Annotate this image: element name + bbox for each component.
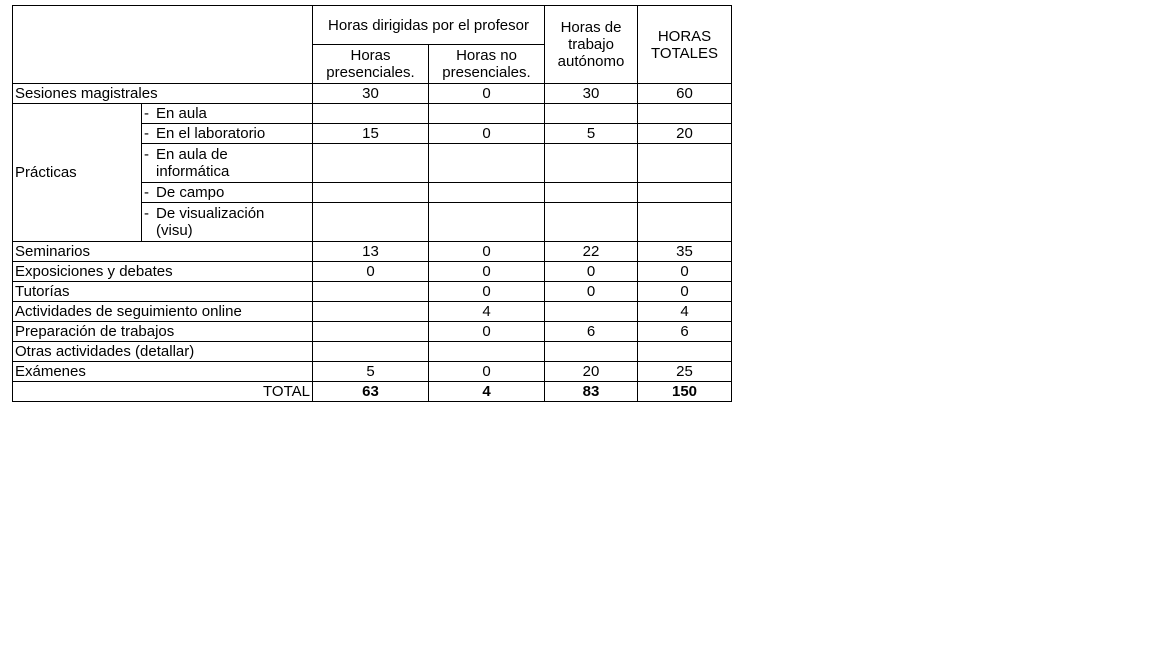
total-row — [13, 382, 732, 402]
cell-totales: 35 — [638, 242, 732, 262]
cell-no-presenciales: 4 — [429, 302, 545, 322]
sublabel-text: En aula — [156, 105, 207, 122]
cell-autonomo — [545, 144, 638, 183]
cell-no-presenciales: 0 — [429, 282, 545, 302]
table-row — [13, 362, 732, 382]
cell-no-presenciales: 0 — [429, 84, 545, 104]
cell-no-presenciales: 0 — [429, 124, 545, 144]
cell-autonomo: 0 — [545, 282, 638, 302]
row-sublabel — [142, 104, 313, 124]
cell-totales: 20 — [638, 124, 732, 144]
dash-marker: - — [144, 184, 149, 201]
cell-totales — [638, 144, 732, 183]
cell-totales — [638, 342, 732, 362]
cell-no-presenciales: 0 — [429, 262, 545, 282]
cell-totales: 0 — [638, 262, 732, 282]
cell-autonomo: 30 — [545, 84, 638, 104]
total-totales: 150 — [638, 382, 732, 402]
row-label: Actividades de seguimiento online — [13, 302, 313, 322]
cell-autonomo — [545, 342, 638, 362]
sublabel-text: De visualización (visu) — [156, 205, 265, 239]
cell-no-presenciales: 0 — [429, 362, 545, 382]
cell-autonomo — [545, 203, 638, 242]
row-sublabel — [142, 124, 313, 144]
sublabel-text: De campo — [156, 184, 225, 201]
row-label: Exámenes — [13, 362, 313, 382]
table-row — [13, 104, 732, 124]
row-label: Otras actividades (detallar) — [13, 342, 313, 362]
header-corner-cell — [13, 6, 313, 84]
total-no-presenciales: 4 — [429, 382, 545, 402]
table-row — [13, 342, 732, 362]
row-label: Tutorías — [13, 282, 313, 302]
cell-totales: 0 — [638, 282, 732, 302]
cell-autonomo — [545, 104, 638, 124]
header-group-cell: Horas dirigidas por el profesor — [313, 6, 545, 45]
cell-presenciales — [313, 104, 429, 124]
dash-marker: - — [144, 105, 149, 122]
cell-totales — [638, 203, 732, 242]
row-sublabel — [142, 144, 313, 183]
cell-no-presenciales: 0 — [429, 242, 545, 262]
header-autonomo-cell: Horas de trabajo autónomo — [545, 6, 638, 84]
cell-presenciales: 5 — [313, 362, 429, 382]
total-autonomo: 83 — [545, 382, 638, 402]
cell-autonomo: 5 — [545, 124, 638, 144]
table-row — [13, 282, 732, 302]
row-label: Exposiciones y debates — [13, 262, 313, 282]
dash-marker: - — [144, 146, 149, 163]
cell-no-presenciales — [429, 104, 545, 124]
cell-totales — [638, 104, 732, 124]
cell-no-presenciales — [429, 203, 545, 242]
cell-autonomo: 6 — [545, 322, 638, 342]
cell-presenciales — [313, 144, 429, 183]
header-no-presenciales-cell: Horas no presenciales. — [429, 45, 545, 84]
table-row — [13, 84, 732, 104]
cell-presenciales — [313, 322, 429, 342]
cell-autonomo — [545, 183, 638, 203]
table-row — [13, 302, 732, 322]
row-label: Preparación de trabajos — [13, 322, 313, 342]
cell-presenciales — [313, 342, 429, 362]
cell-no-presenciales — [429, 342, 545, 362]
row-sublabel — [142, 183, 313, 203]
row-label: Sesiones magistrales — [13, 84, 313, 104]
cell-autonomo: 0 — [545, 262, 638, 282]
dash-marker: - — [144, 125, 149, 142]
cell-autonomo — [545, 302, 638, 322]
dash-marker: - — [144, 205, 149, 222]
cell-totales: 60 — [638, 84, 732, 104]
hours-table — [12, 5, 732, 402]
cell-presenciales — [313, 302, 429, 322]
header-presenciales-cell: Horas presenciales. — [313, 45, 429, 84]
cell-autonomo: 20 — [545, 362, 638, 382]
practicas-label: Prácticas — [13, 104, 142, 242]
table-row — [13, 262, 732, 282]
row-sublabel — [142, 203, 313, 242]
cell-autonomo: 22 — [545, 242, 638, 262]
table-row — [13, 242, 732, 262]
cell-presenciales: 30 — [313, 84, 429, 104]
cell-presenciales — [313, 282, 429, 302]
row-label: Seminarios — [13, 242, 313, 262]
cell-totales: 25 — [638, 362, 732, 382]
header-totales-cell: HORAS TOTALES — [638, 6, 732, 84]
total-presenciales: 63 — [313, 382, 429, 402]
cell-presenciales — [313, 203, 429, 242]
sublabel-text: En el laboratorio — [156, 125, 266, 142]
total-label: TOTAL — [13, 382, 313, 402]
header-row-1 — [13, 6, 732, 45]
cell-totales: 4 — [638, 302, 732, 322]
cell-presenciales: 15 — [313, 124, 429, 144]
cell-presenciales — [313, 183, 429, 203]
cell-no-presenciales — [429, 183, 545, 203]
cell-totales — [638, 183, 732, 203]
cell-presenciales: 0 — [313, 262, 429, 282]
sublabel-text: En aula de informática — [156, 146, 230, 180]
cell-presenciales: 13 — [313, 242, 429, 262]
cell-totales: 6 — [638, 322, 732, 342]
cell-no-presenciales — [429, 144, 545, 183]
table-row — [13, 322, 732, 342]
cell-no-presenciales: 0 — [429, 322, 545, 342]
